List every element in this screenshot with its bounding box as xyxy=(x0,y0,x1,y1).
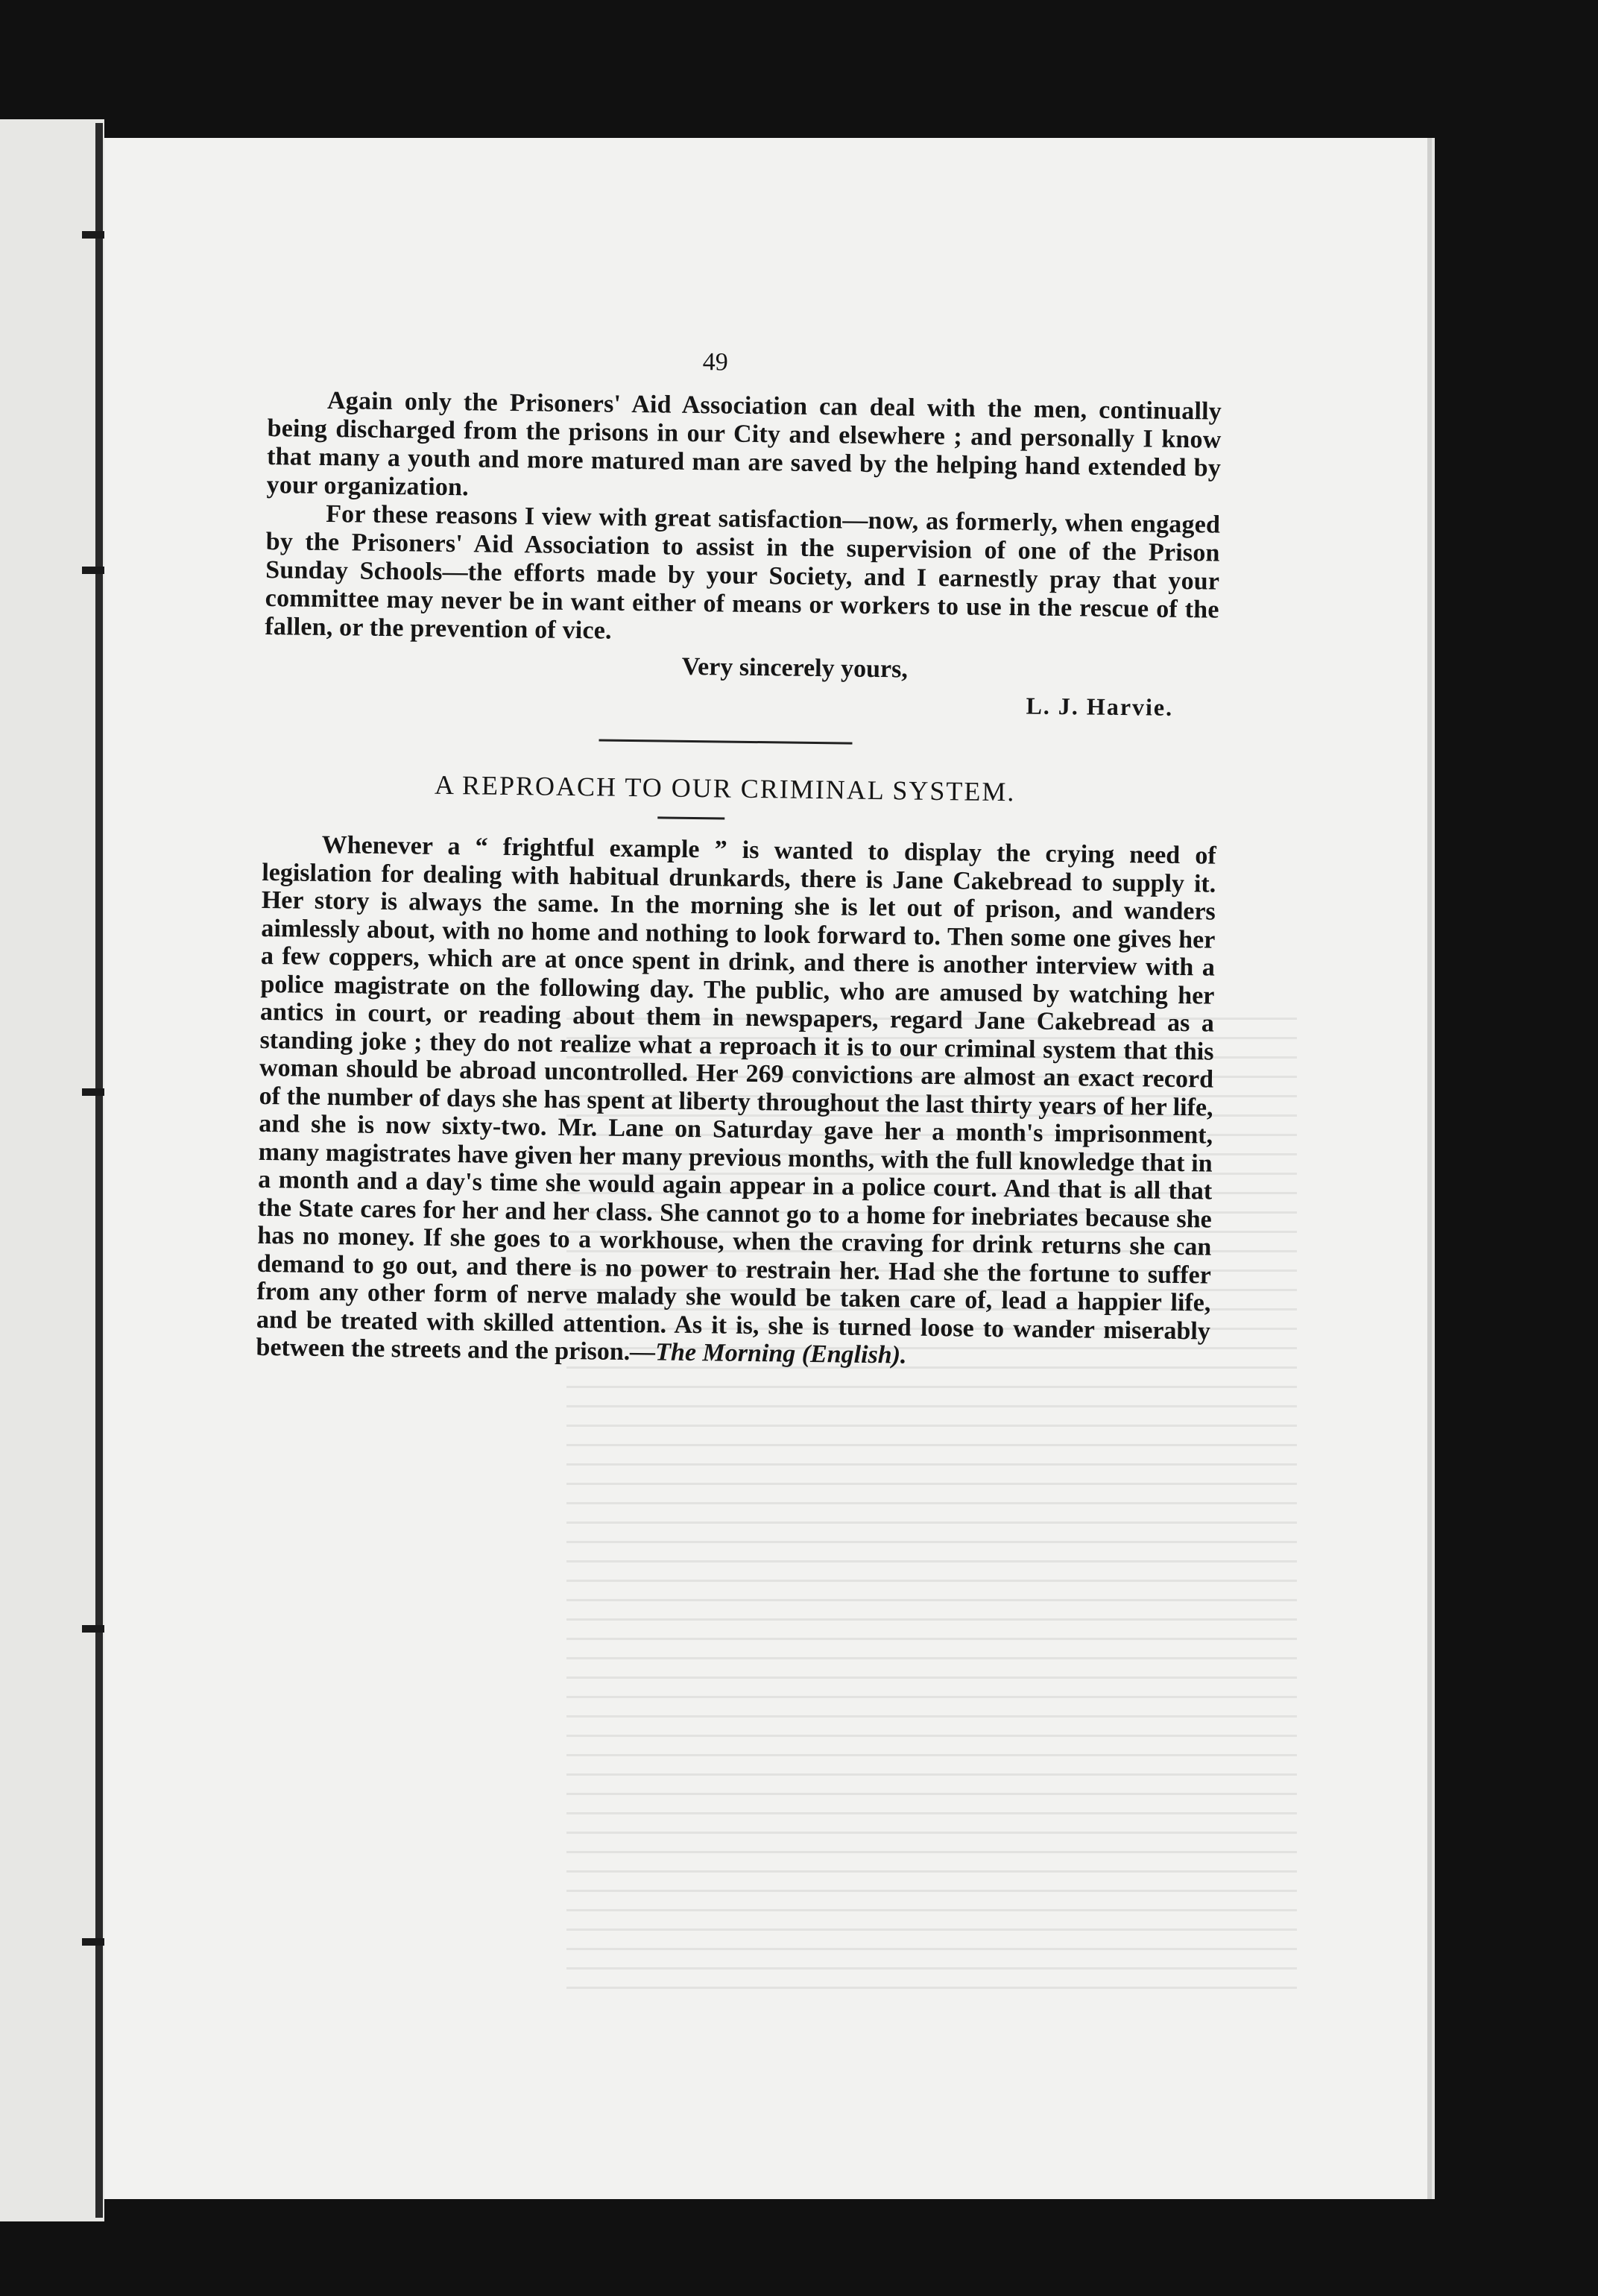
facing-page-edge xyxy=(0,119,104,2221)
page-number: 49 xyxy=(702,348,728,376)
section-divider xyxy=(599,739,853,744)
article-text: Whenever a “ frightful example ” is wanted to display the crying need of legislation for dealing with habitual drunkards, there is Jane Cakebread to supply it. Her story is always the same. In the morning she is let out of prison, and wanders aimlessly about, with no home and nothing to look forward to. Then some one gives her a few coppers, which are at once spent in drink, and there is another interview with a police magistrate on the following day. The public, who are amused by watching her antics in court, or reading about them in newspapers, regard Jane Cakebread as a standing joke ; they do not realize what a reproach it is to our criminal system that this woman should be abroad uncontrolled. Her 269 convictions are almost an exact record of the number of days she has spent at liberty throughout the last thirty years of her life, and she is now sixty-two. Mr. Lane on Saturday gave her a month's imprisonment, many magistrates have given her many previous months, with the full knowledge that in a month and a day's time she would again appear in a police court. And that is all that the State cares for her and her class. She cannot go to a home for inebriates because she has no money. If she goes to a workhouse, when the craving for drink returns she can demand to go out, and there is no power to restrain her. Had she the fortune to suffer from any other form of nerve malady she would be taken care of, lead a happier life, and be treated with skilled attention. As it is, she is turned loose to wander miserably between the streets and the prison. xyxy=(256,830,1216,1366)
letter-signature: L. J. Harvie. xyxy=(1026,692,1174,721)
article-source: —The Morning (English). xyxy=(630,1338,907,1369)
letter-closing: Very sincerely yours, xyxy=(681,652,909,684)
heading-underline xyxy=(657,816,724,819)
letter-paragraph: For these reasons I view with great satisfaction—now, as formerly, when engaged by the Prisoners' Aid Association to assist in the supervision of one of the Prison Sunday Schools—the efforts made by your Society, and I earnestly pray that your committee may never be in want either of means or workers to use in the rescue of the fallen, or the prevention of vice. xyxy=(265,499,1221,645)
article-heading: A REPROACH TO OUR CRIMINAL SYSTEM. xyxy=(434,769,1016,807)
article-body xyxy=(256,830,1216,1373)
page-text-column xyxy=(256,343,1222,1373)
letter-paragraph: Again only the Prisoners' Aid Association can deal with the men, continually being discharged from the prisons in our City and elsewhere ; and personally I know that many a youth and more matured man are saved by the helping hand extended by your organization. xyxy=(266,386,1222,502)
binding-thread xyxy=(95,123,103,2218)
